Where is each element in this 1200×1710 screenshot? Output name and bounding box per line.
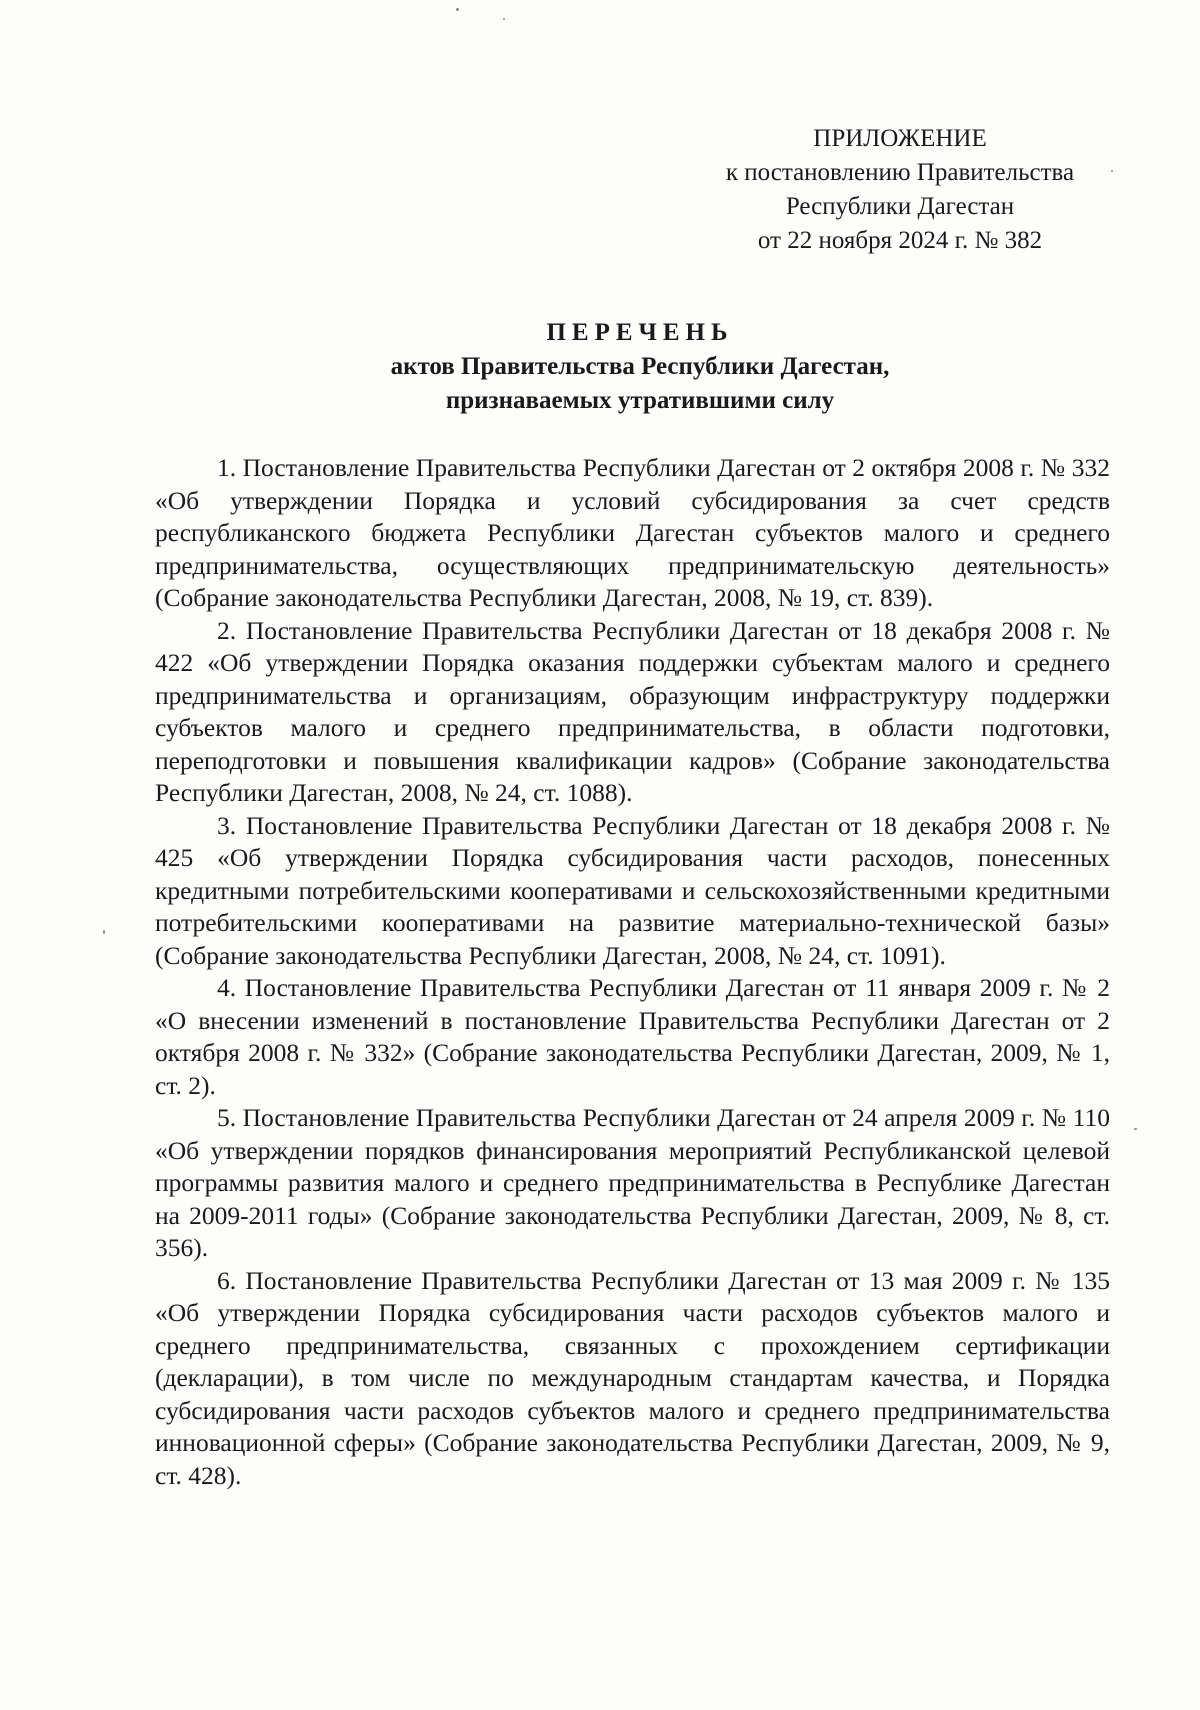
scan-speck <box>456 8 459 11</box>
appendix-authority: Республики Дагестан <box>785 193 1015 220</box>
scan-speck <box>1134 1128 1137 1130</box>
appendix-block <box>690 122 1110 258</box>
list-item: 6. Постановление Правительства Республики Дагестан от 13 мая 2009 г. № 135 «Об утверждении Порядка субсидирования части расходов субъектов малого и среднего предпринимательства, связанных с прохождением сертификации (декларации), в том числе по международным стандартам качества, и Порядка субсидирования части расходов субъектов малого и среднего предпринимательства инновационной сферы» (Собрание законодательства Республики Дагестан, 2009, № 9, ст. 428). <box>155 1265 1110 1490</box>
title-heading: ПЕРЕЧЕНЬ <box>546 319 734 346</box>
list-item: 4. Постановление Правительства Республики Дагестан от 11 января 2009 г. № 2 «О внесении изменений в постановление Правительства Республики Дагестан от 2 октября 2008 г. № 332» (Собрание законодательства Республики Дагестан, 2009, № 1, ст. 2). <box>155 973 1110 1100</box>
scan-speck <box>503 18 505 20</box>
acts-list <box>155 452 1110 1492</box>
list-item: 3. Постановление Правительства Республики Дагестан от 18 декабря 2008 г. № 425 «Об утверждении Порядка субсидирования части расходов, понесенных кредитными потребительскими кооперативами и сельскохозяйственными кредитными потребительскими кооперативами на развитие материально-технической базы» (Собрание законодательства Республики Дагестан, 2008, № 24, ст. 1091). <box>155 810 1110 970</box>
list-item: 2. Постановление Правительства Республики Дагестан от 18 декабря 2008 г. № 422 «Об утверждении Порядка оказания поддержки субъектам малого и среднего предпринимательства и организациям, образующим инфраструктуру поддержки субъектов малого и среднего предпринимательства, в области подготовки, переподготовки и повышения квалификации кадров» (Собрание законодательства Республики Дагестан, 2008, № 24, ст. 1088). <box>155 615 1110 807</box>
list-item: 1. Постановление Правительства Республики Дагестан от 2 октября 2008 г. № 332 «Об утверждении Порядка и условий субсидирования за счет средств республиканского бюджета Республики Дагестан субъектов малого и среднего предпринимательства, осуществляющих предпринимательскую деятельность» (Собрание законодательства Республики Дагестан, 2008, № 19, ст. 839). <box>155 453 1110 612</box>
appendix-reference: к постановлению Правительства <box>725 159 1075 186</box>
appendix-label: ПРИЛОЖЕНИЕ <box>813 125 987 152</box>
appendix-date-number: от 22 ноября 2024 г. № 382 <box>757 227 1043 254</box>
title-qualifier: признаваемых утратившими силу <box>445 387 835 414</box>
title-subject: актов Правительства Республики Дагестан, <box>390 353 890 380</box>
list-item: 5. Постановление Правительства Республики Дагестан от 24 апреля 2009 г. № 110 «Об утверждении порядков финансирования мероприятий Республиканской целевой программы развития малого и среднего предпринимательства в Республике Дагестан на 2009-2011 годы» (Собрание законодательства Республики Дагестан, 2009, № 8, ст. 356). <box>155 1103 1110 1262</box>
scan-speck <box>1111 170 1113 172</box>
document-title <box>160 316 1120 418</box>
scan-speck <box>103 930 105 934</box>
